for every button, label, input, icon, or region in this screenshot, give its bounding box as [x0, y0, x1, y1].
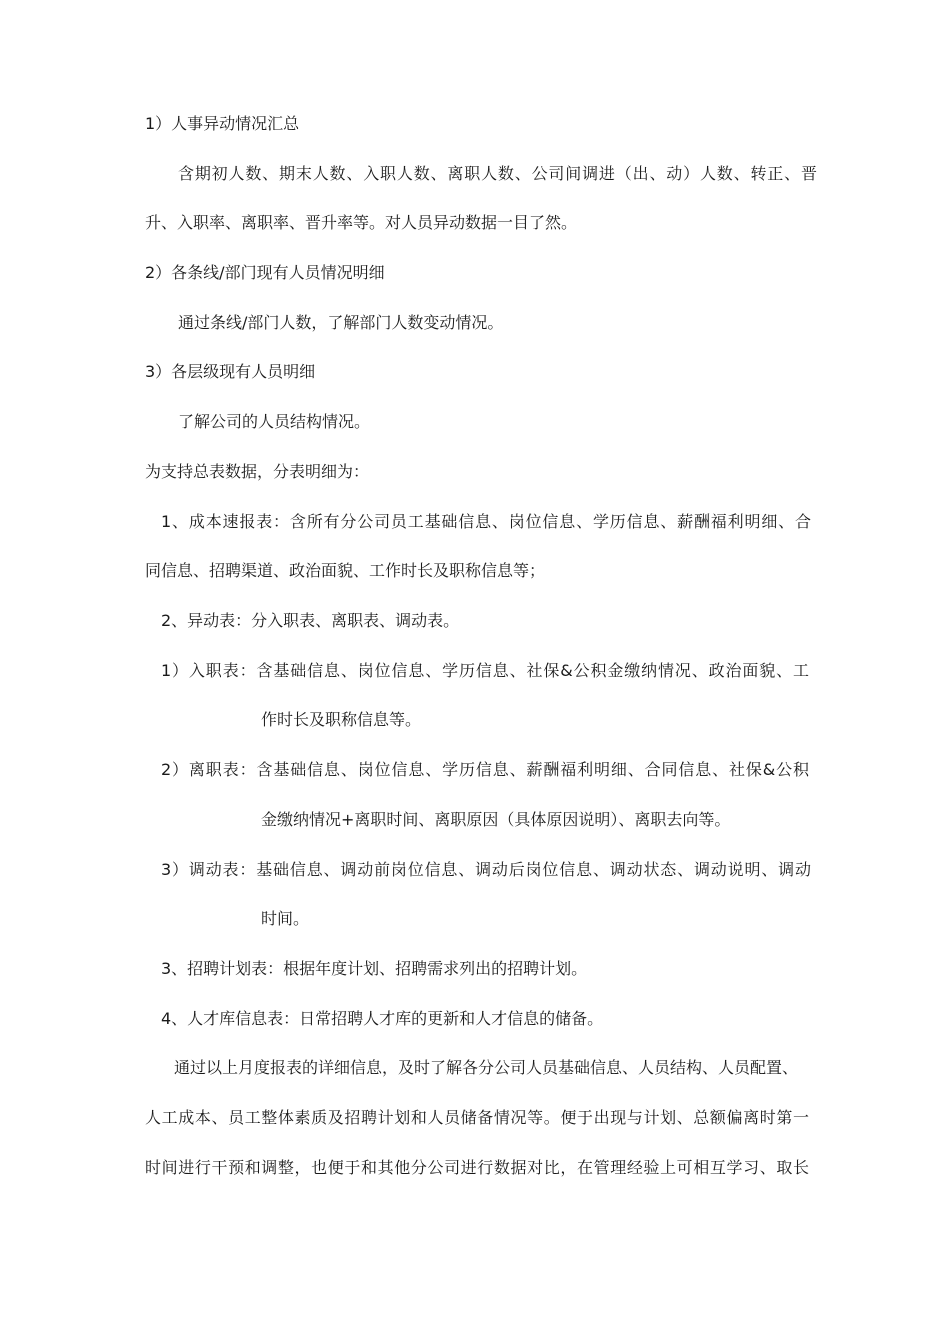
paragraph-line: 通过条线/部门人数，了解部门人数变动情况。 [178, 313, 504, 332]
sub-list-item: 2）离职表：含基础信息、岗位信息、学历信息、薪酬福利明细、合同信息、社保&公积 [161, 760, 809, 779]
sub-list-item: 1）入职表：含基础信息、岗位信息、学历信息、社保&公积金缴纳情况、政治面貌、工 [161, 661, 809, 680]
heading-3: 3）各层级现有人员明细 [145, 362, 316, 381]
paragraph-line: 升、入职率、离职率、晋升率等。对人员异动数据一目了然。 [145, 213, 578, 232]
sub-list-item-continuation: 金缴纳情况+离职时间、离职原因（具体原因说明）、离职去向等。 [261, 810, 731, 829]
paragraph-line: 通过以上月度报表的详细信息，及时了解各分公司人员基础信息、人员结构、人员配置、 [174, 1058, 799, 1077]
list-item-continuation: 同信息、招聘渠道、政治面貌、工作时长及职称信息等； [145, 561, 546, 580]
paragraph-line: 为支持总表数据，分表明细为： [145, 462, 370, 481]
sub-list-item-continuation: 时间。 [261, 909, 310, 928]
heading-1: 1）人事异动情况汇总 [145, 114, 300, 133]
list-item: 2、异动表：分入职表、离职表、调动表。 [161, 611, 460, 630]
paragraph-line: 含期初人数、期末人数、入职人数、离职人数、公司间调进（出、动）人数、转正、晋 [178, 164, 817, 183]
heading-2: 2）各条线/部门现有人员情况明细 [145, 263, 385, 282]
list-item: 4、人才库信息表：日常招聘人才库的更新和人才信息的储备。 [161, 1009, 604, 1028]
list-item: 3、招聘计划表：根据年度计划、招聘需求列出的招聘计划。 [161, 959, 588, 978]
paragraph-line: 时间进行干预和调整，也便于和其他分公司进行数据对比，在管理经验上可相互学习、取长 [145, 1158, 809, 1177]
sub-list-item-continuation: 作时长及职称信息等。 [261, 710, 422, 729]
sub-list-item: 3）调动表：基础信息、调动前岗位信息、调动后岗位信息、调动状态、调动说明、调动 [161, 860, 811, 879]
list-item: 1、成本速报表：含所有分公司员工基础信息、岗位信息、学历信息、薪酬福利明细、合 [161, 512, 811, 531]
paragraph-line: 人工成本、员工整体素质及招聘计划和人员储备情况等。便于出现与计划、总额偏离时第一 [145, 1108, 809, 1127]
paragraph-line: 了解公司的人员结构情况。 [178, 412, 371, 431]
